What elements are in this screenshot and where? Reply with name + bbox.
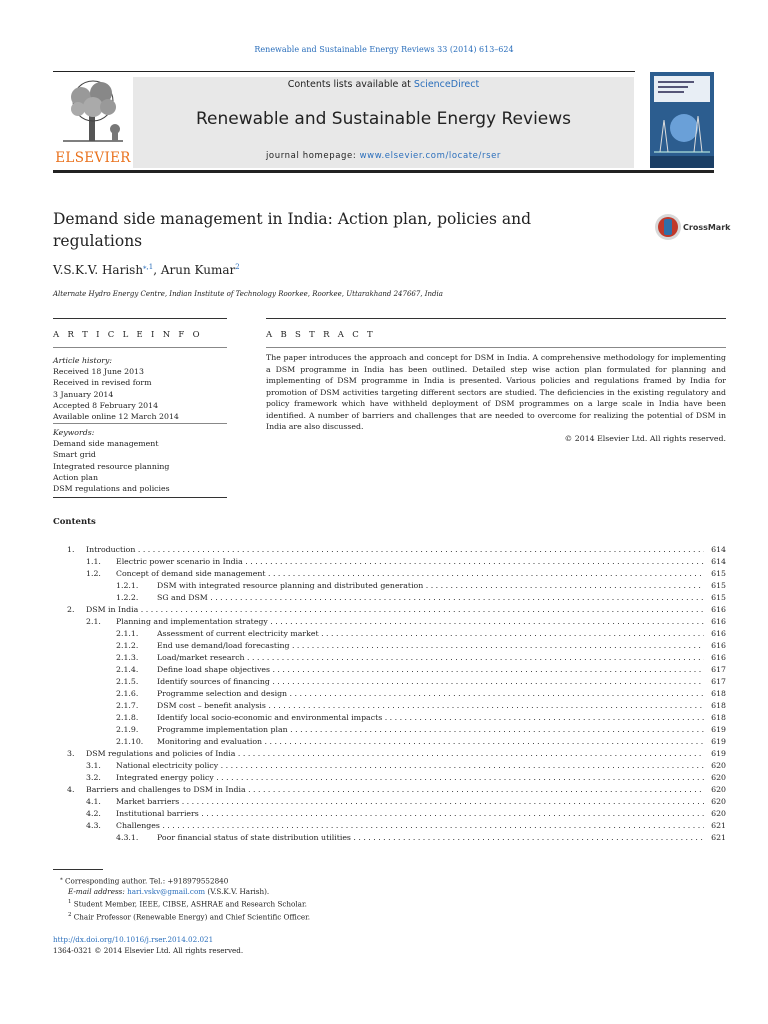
abstract-heading-rule — [266, 347, 726, 348]
toc-entry[interactable] — [53, 736, 726, 748]
toc-title: Challenges . . . — [116, 820, 704, 832]
toc-page: 620 — [711, 785, 726, 794]
keyword: Demand side management — [53, 439, 159, 449]
toc-entry[interactable] — [53, 592, 726, 604]
email-link[interactable]: hari.vskv@gmail.com — [127, 887, 206, 897]
fn2-mark: 2 — [68, 911, 72, 918]
toc-page: 616 — [711, 629, 726, 638]
toc-page: 621 — [711, 821, 726, 830]
toc-title: Market barriers . . . — [116, 796, 704, 808]
toc-title: Identify sources of financing . . . — [157, 676, 704, 688]
author-kumar[interactable]: Arun Kumar — [160, 263, 236, 277]
toc-page: 618 — [711, 689, 726, 698]
toc-entry[interactable] — [53, 604, 726, 616]
toc-title: DSM with integrated resource planning and distributed generation . . . — [157, 580, 704, 592]
abstract-body — [266, 352, 726, 444]
fn1-mark: 1 — [68, 899, 72, 906]
toc-entry[interactable] — [53, 616, 726, 628]
journal-title: Renewable and Sustainable Energy Reviews — [195, 109, 572, 129]
corr-mark: ⁎ — [60, 876, 63, 882]
journal-citation[interactable]: Renewable and Sustainable Energy Reviews 33 (2014) 613–624 — [254, 45, 514, 54]
toc-page: 620 — [711, 773, 726, 782]
toc-number: 2.1.10. — [116, 737, 144, 746]
table-of-contents — [53, 544, 726, 844]
toc-title: Electric power scenario in India . . . — [116, 556, 704, 568]
author1-marks[interactable]: ⁎,1 — [143, 263, 154, 271]
sciencedirect-link[interactable]: ScienceDirect — [413, 79, 480, 90]
toc-title: Institutional barriers . . . — [116, 808, 704, 820]
toc-title: End use demand/load forecasting . . . — [157, 640, 704, 652]
toc-title: Introduction . . . — [86, 544, 704, 556]
toc-number: 1.2.1. — [116, 581, 139, 590]
author-separator: , — [153, 263, 161, 277]
toc-number: 4.1. — [86, 797, 101, 806]
abstract-text: The paper introduces the approach and concept for DSM in India. A comprehensive methodology for implementing a DSM programme in India has been outlined. Detailed step wise action plan formulated for planning and implementing of DSM programme in India is presented. Various policies and regulations framed by India for promotion of DSM activities targeting different sectors are studied. The deficiencies in the existing regulatory and policy framework which have withheld deployment of DSM programmes on a large scale in India have been identified. A number of barriers and challenges that are needed to overcome for realizing the potential of DSM in India are also discussed. — [266, 353, 726, 431]
toc-entry[interactable] — [53, 808, 726, 820]
toc-number: 1.2. — [86, 569, 101, 578]
keywords — [53, 427, 227, 494]
toc-title: Poor financial status of state distribution utilities . . . — [157, 832, 704, 844]
footnote-rule — [53, 869, 103, 870]
history-item: Received in revised form — [53, 378, 152, 388]
toc-number: 1.2.2. — [116, 593, 139, 602]
toc-page: 616 — [711, 605, 726, 614]
toc-entry[interactable] — [53, 724, 726, 736]
toc-entry[interactable] — [53, 676, 726, 688]
toc-page: 618 — [711, 713, 726, 722]
toc-entry[interactable] — [53, 544, 726, 556]
toc-number: 2.1.4. — [116, 665, 139, 674]
toc-number: 2.1.7. — [116, 701, 139, 710]
toc-page: 620 — [711, 797, 726, 806]
keyword: Smart grid — [53, 450, 96, 460]
author2-marks[interactable]: 2 — [235, 263, 240, 271]
toc-page: 619 — [711, 725, 726, 734]
toc-title: SG and DSM . . . — [157, 592, 704, 604]
article-info-heading: A R T I C L E I N F O — [53, 330, 203, 340]
history-rule — [53, 423, 227, 424]
abstract-copyright: © 2014 Elsevier Ltd. All rights reserved. — [564, 433, 726, 443]
issn-copyright: 1364-0321 © 2014 Elsevier Ltd. All rights reserved. — [53, 946, 244, 955]
history-item: Received 18 June 2013 — [53, 367, 144, 377]
keyword: DSM regulations and policies — [53, 484, 170, 494]
header-thick-divider — [53, 170, 714, 173]
email-suffix: (V.S.K.V. Harish). — [205, 887, 270, 897]
author-harish[interactable]: V.S.K.V. Harish — [53, 263, 144, 277]
toc-number: 2.1.5. — [116, 677, 139, 686]
toc-number: 1.1. — [86, 557, 101, 566]
toc-title: Monitoring and evaluation . . . — [157, 736, 704, 748]
toc-page: 616 — [711, 653, 726, 662]
abstract-top-rule — [266, 318, 726, 319]
toc-title: DSM regulations and policies of India . . . — [86, 748, 704, 760]
toc-title: Concept of demand side management . . . — [116, 568, 704, 580]
toc-page: 620 — [711, 761, 726, 770]
article-title: Demand side management in India: Action plan, policies and regulations — [53, 210, 532, 250]
toc-title: Barriers and challenges to DSM in India . . . — [86, 784, 704, 796]
toc-number: 4. — [67, 785, 75, 794]
email-label: E-mail address: — [68, 887, 128, 897]
toc-entry[interactable] — [53, 832, 726, 844]
contents-prefix: Contents lists available at — [287, 79, 414, 90]
fn2-text: Chair Professor (Renewable Energy) and Chief Scientific Officer. — [71, 912, 311, 922]
toc-entry[interactable] — [53, 652, 726, 664]
toc-entry[interactable] — [53, 664, 726, 676]
publisher-name: ELSEVIER — [55, 150, 131, 166]
abstract-heading: A B S T R A C T — [266, 330, 376, 340]
toc-entry[interactable] — [53, 712, 726, 724]
toc-entry[interactable] — [53, 784, 726, 796]
journal-homepage — [133, 151, 634, 161]
toc-number: 4.3. — [86, 821, 101, 830]
toc-title: Assessment of current electricity market . . . — [157, 628, 704, 640]
toc-title: Programme implementation plan . . . — [157, 724, 704, 736]
toc-title: National electricity policy . . . — [116, 760, 704, 772]
toc-entry[interactable] — [53, 748, 726, 760]
toc-entry[interactable] — [53, 556, 726, 568]
header-divider — [53, 71, 635, 72]
keyword: Integrated resource planning — [53, 461, 170, 471]
toc-title: Load/market research . . . — [157, 652, 704, 664]
toc-entry[interactable] — [53, 568, 726, 580]
toc-entry[interactable] — [53, 628, 726, 640]
toc-entry[interactable] — [53, 772, 726, 784]
info-top-rule — [53, 318, 227, 319]
contents-available — [133, 79, 634, 90]
crossmark-label[interactable]: CrossMark — [683, 223, 731, 232]
toc-page: 621 — [711, 833, 726, 842]
toc-page: 615 — [711, 581, 726, 590]
toc-page: 618 — [711, 701, 726, 710]
toc-title: Programme selection and design . . . — [157, 688, 704, 700]
toc-number: 2. — [67, 605, 75, 614]
toc-number: 1. — [67, 545, 75, 554]
toc-page: 617 — [711, 665, 726, 674]
doi-link[interactable]: http://dx.doi.org/10.1016/j.rser.2014.02.021 — [53, 935, 214, 944]
toc-title: DSM cost – benefit analysis . . . — [157, 700, 704, 712]
toc-number: 3. — [67, 749, 75, 758]
toc-page: 616 — [711, 641, 726, 650]
info-heading-rule — [53, 347, 227, 348]
toc-page: 615 — [711, 593, 726, 602]
toc-number: 3.2. — [86, 773, 101, 782]
toc-page: 620 — [711, 809, 726, 818]
history-item: Accepted 8 February 2014 — [53, 400, 159, 410]
info-bottom-rule — [53, 497, 227, 498]
toc-number: 2.1.3. — [116, 653, 139, 662]
author-list — [53, 263, 240, 277]
footnote-1 — [60, 897, 310, 909]
contents-heading: Contents — [53, 517, 96, 527]
homepage-prefix: journal homepage: — [265, 151, 360, 161]
fn1-text: Student Member, IEEE, CIBSE, ASHRAE and Research Scholar. — [71, 899, 307, 909]
homepage-link[interactable]: www.elsevier.com/locate/rser — [359, 151, 502, 161]
toc-entry[interactable] — [53, 580, 726, 592]
toc-page: 614 — [711, 557, 726, 566]
toc-page: 617 — [711, 677, 726, 686]
toc-entry[interactable] — [53, 820, 726, 832]
toc-number: 3.1. — [86, 761, 101, 770]
toc-number: 2.1.9. — [116, 725, 139, 734]
toc-number: 2.1.1. — [116, 629, 139, 638]
corr-text: Corresponding author. Tel.: +918979552840 — [62, 876, 229, 886]
toc-entry[interactable] — [53, 700, 726, 712]
toc-number: 2.1.6. — [116, 689, 139, 698]
toc-entry[interactable] — [53, 640, 726, 652]
toc-page: 619 — [711, 749, 726, 758]
toc-number: 4.2. — [86, 809, 101, 818]
article-history — [53, 355, 227, 422]
toc-page: 614 — [711, 545, 726, 554]
toc-page: 616 — [711, 617, 726, 626]
crossmark-icon — [653, 212, 683, 242]
toc-entry[interactable] — [53, 760, 726, 772]
corresponding-footnote — [60, 874, 310, 886]
toc-number: 4.3.1. — [116, 833, 139, 842]
toc-title: Define load shape objectives . . . — [157, 664, 704, 676]
footnotes — [60, 874, 310, 922]
toc-title: DSM in India . . . — [86, 604, 704, 616]
affiliation: Alternate Hydro Energy Centre, Indian Institute of Technology Roorkee, Roorkee, Uttarakhand 247667, India — [53, 290, 443, 298]
toc-number: 2.1.2. — [116, 641, 139, 650]
toc-title: Planning and implementation strategy . . . — [116, 616, 704, 628]
history-label: Article history: — [53, 356, 113, 365]
keywords-label: Keywords: — [53, 428, 95, 437]
toc-number: 2.1. — [86, 617, 101, 626]
doi-block — [53, 934, 243, 956]
keyword: Action plan — [53, 472, 98, 482]
toc-page: 615 — [711, 569, 726, 578]
history-item: Available online 12 March 2014 — [53, 412, 179, 422]
toc-entry[interactable] — [53, 688, 726, 700]
journal-cover-image — [650, 72, 714, 168]
toc-entry[interactable] — [53, 796, 726, 808]
toc-title: Identify local socio-economic and environmental impacts . . . — [157, 712, 704, 724]
toc-title: Integrated energy policy . . . — [116, 772, 704, 784]
email-footnote — [60, 886, 310, 897]
history-item: 3 January 2014 — [53, 389, 114, 399]
toc-page: 619 — [711, 737, 726, 746]
footnote-2 — [60, 910, 310, 922]
toc-number: 2.1.8. — [116, 713, 139, 722]
